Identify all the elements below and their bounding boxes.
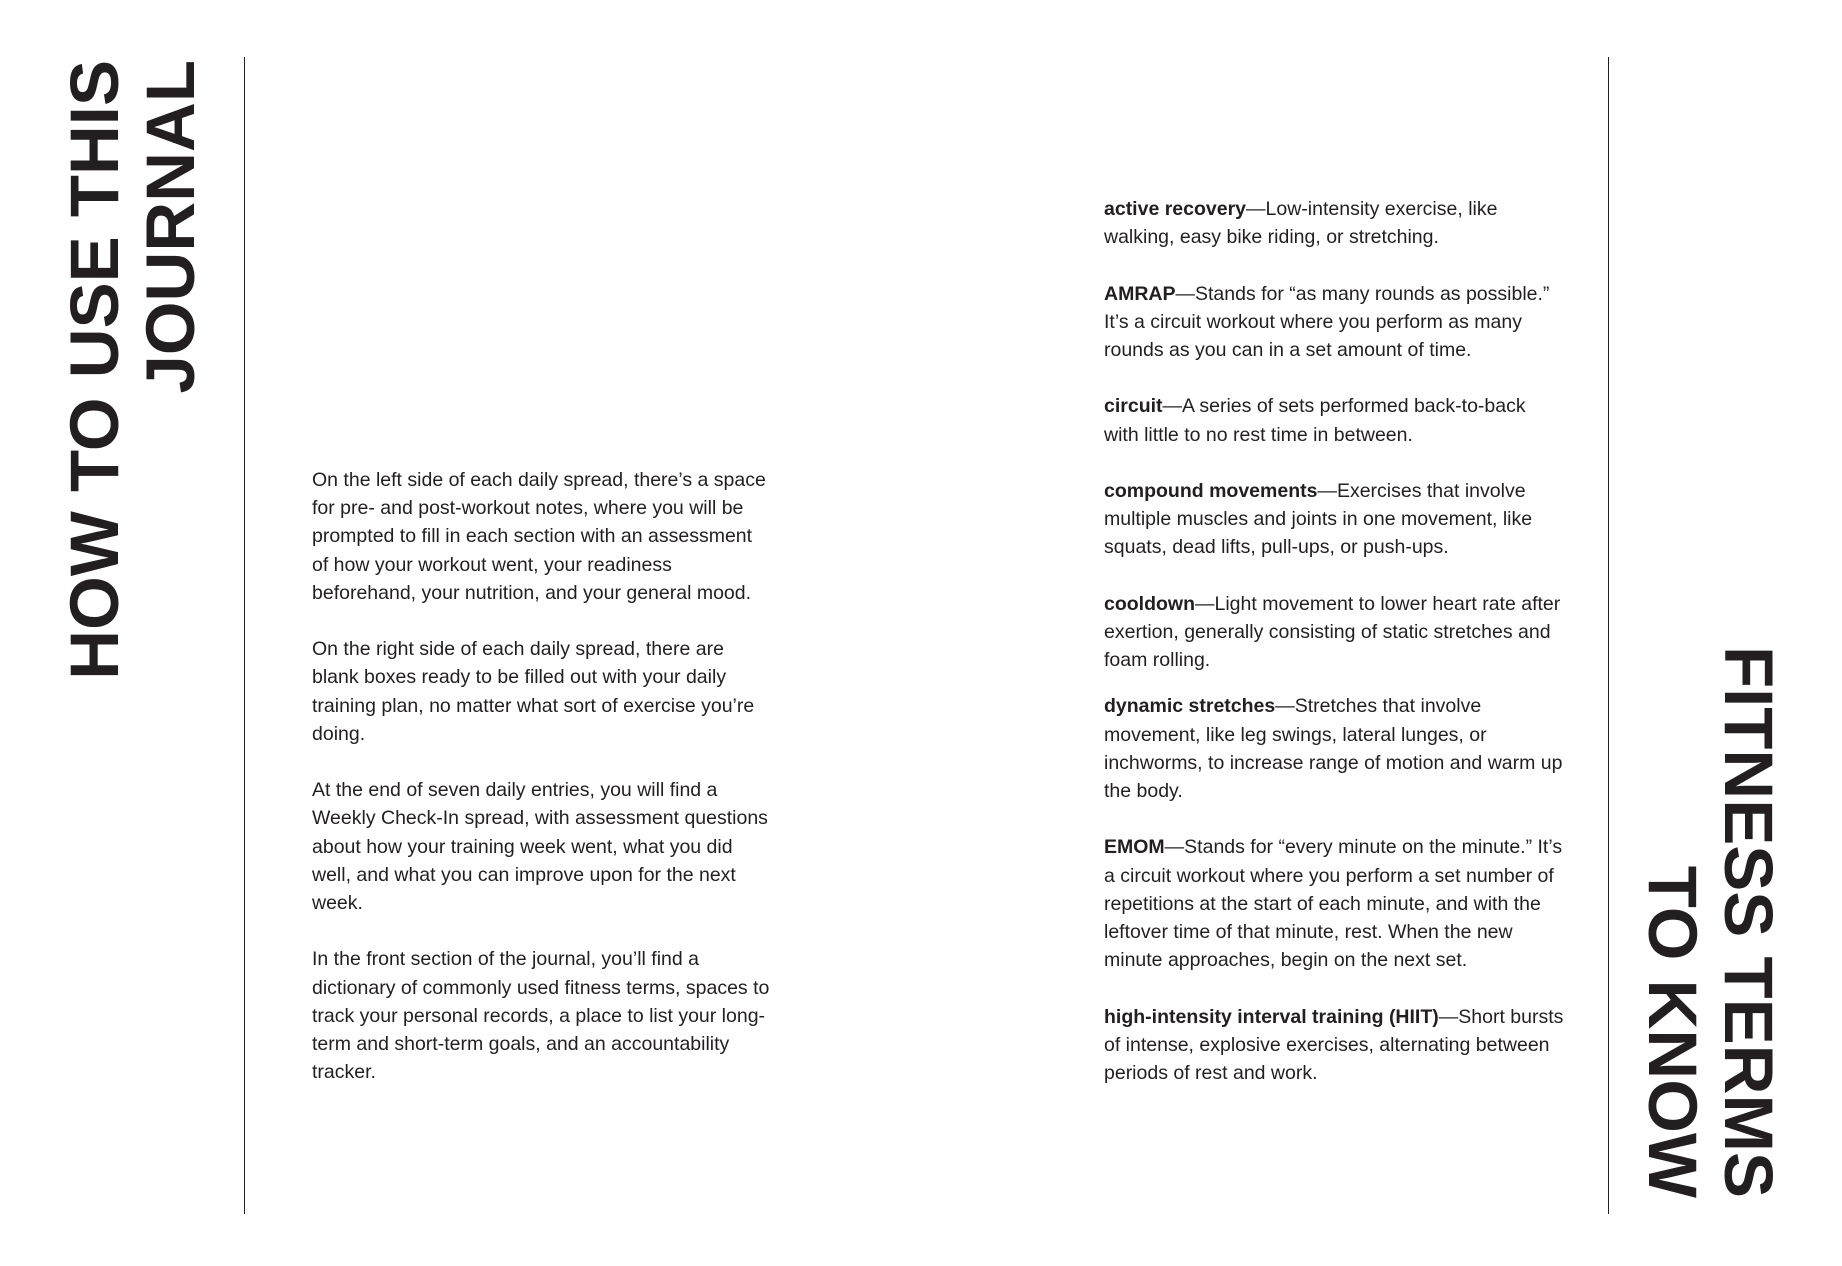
glossary-term: EMOM <box>1104 836 1165 859</box>
glossary-term: AMRAP <box>1104 282 1176 305</box>
glossary-definition: —Low-intensity exercise, like walking, easy bike riding, or stretching. <box>1104 198 1498 249</box>
glossary-entry <box>1104 392 1564 448</box>
glossary-term: high-intensity interval training (HIIT) <box>1104 1005 1439 1028</box>
intro-paragraph: On the left side of each daily spread, there’s a space for pre- and post-workout notes, where you will be prompted to fill in each section with an assessment of how your workout went, your readiness beforehand, your nutrition, and your general mood. <box>312 469 766 604</box>
glossary-definition: —Exercises that involve multiple muscles and joints in one movement, like squats, dead lifts, pull-ups, or push-ups. <box>1104 479 1533 559</box>
glossary-entry <box>1104 833 1564 974</box>
intro-paragraph: At the end of seven daily entries, you will find a Weekly Check-In spread, with assessment questions about how your training week went, what you did well, and what you can improve upon for the next week. <box>312 779 768 915</box>
left-divider-rule <box>244 57 245 1214</box>
glossary-entry <box>1104 692 1564 805</box>
glossary-column <box>1104 195 1564 1115</box>
glossary-definition: —Stands for “every minute on the minute.” It’s a circuit workout where you perform a set number of repetitions at the start of each minute, and with the leftover time of that minute, rest. When the new minute approaches, begin on the next set. <box>1104 836 1563 972</box>
glossary-definition: —Light movement to lower heart rate after exertion, generally consisting of static stretches and foam rolling. <box>1104 592 1561 672</box>
glossary-term: cooldown <box>1104 592 1195 615</box>
glossary-entry <box>1104 477 1564 562</box>
right-page-title <box>1634 598 1786 1198</box>
left-title-line-2: JOURNAL <box>132 60 209 394</box>
glossary-definition: —A series of sets performed back-to-back with little to no rest time in between. <box>1104 395 1526 446</box>
glossary-definition: —Short bursts of intense, explosive exercises, alternating between periods of rest and work. <box>1104 1005 1564 1084</box>
glossary-term: dynamic stretches <box>1104 695 1276 718</box>
left-page-title <box>57 60 209 760</box>
glossary-entry <box>1104 1003 1564 1088</box>
right-divider-rule <box>1608 57 1609 1214</box>
right-title-line-1: FITNESS TERMS <box>1710 645 1787 1198</box>
glossary-entry <box>1104 280 1564 365</box>
intro-paragraph: On the right side of each daily spread, there are blank boxes ready to be filled out with your daily training plan, no matter what sort of exercise you’re doing. <box>312 638 755 745</box>
right-title-line-2: TO KNOW <box>1634 865 1711 1198</box>
glossary-definition: —Stands for “as many rounds as possible.” It’s a circuit workout where you perform as many rounds as you can in a set amount of time. <box>1104 282 1550 361</box>
glossary-definition: —Stretches that involve movement, like leg swings, lateral lunges, or inchworms, to increase range of motion and warm up the body. <box>1104 695 1563 802</box>
glossary-term: active recovery <box>1104 198 1247 220</box>
intro-paragraph: In the front section of the journal, you’ll find a dictionary of commonly used fitness terms, spaces to track your personal records, a place to list your long-term and short-term goals, and an accountability tracker. <box>312 948 770 1084</box>
glossary-entry <box>1104 195 1564 251</box>
glossary-term: circuit <box>1104 395 1163 418</box>
intro-text-column <box>312 466 772 1086</box>
glossary-term: compound movements <box>1104 479 1318 502</box>
glossary-entry <box>1104 590 1564 675</box>
left-title-line-1: HOW TO USE THIS <box>56 60 133 680</box>
